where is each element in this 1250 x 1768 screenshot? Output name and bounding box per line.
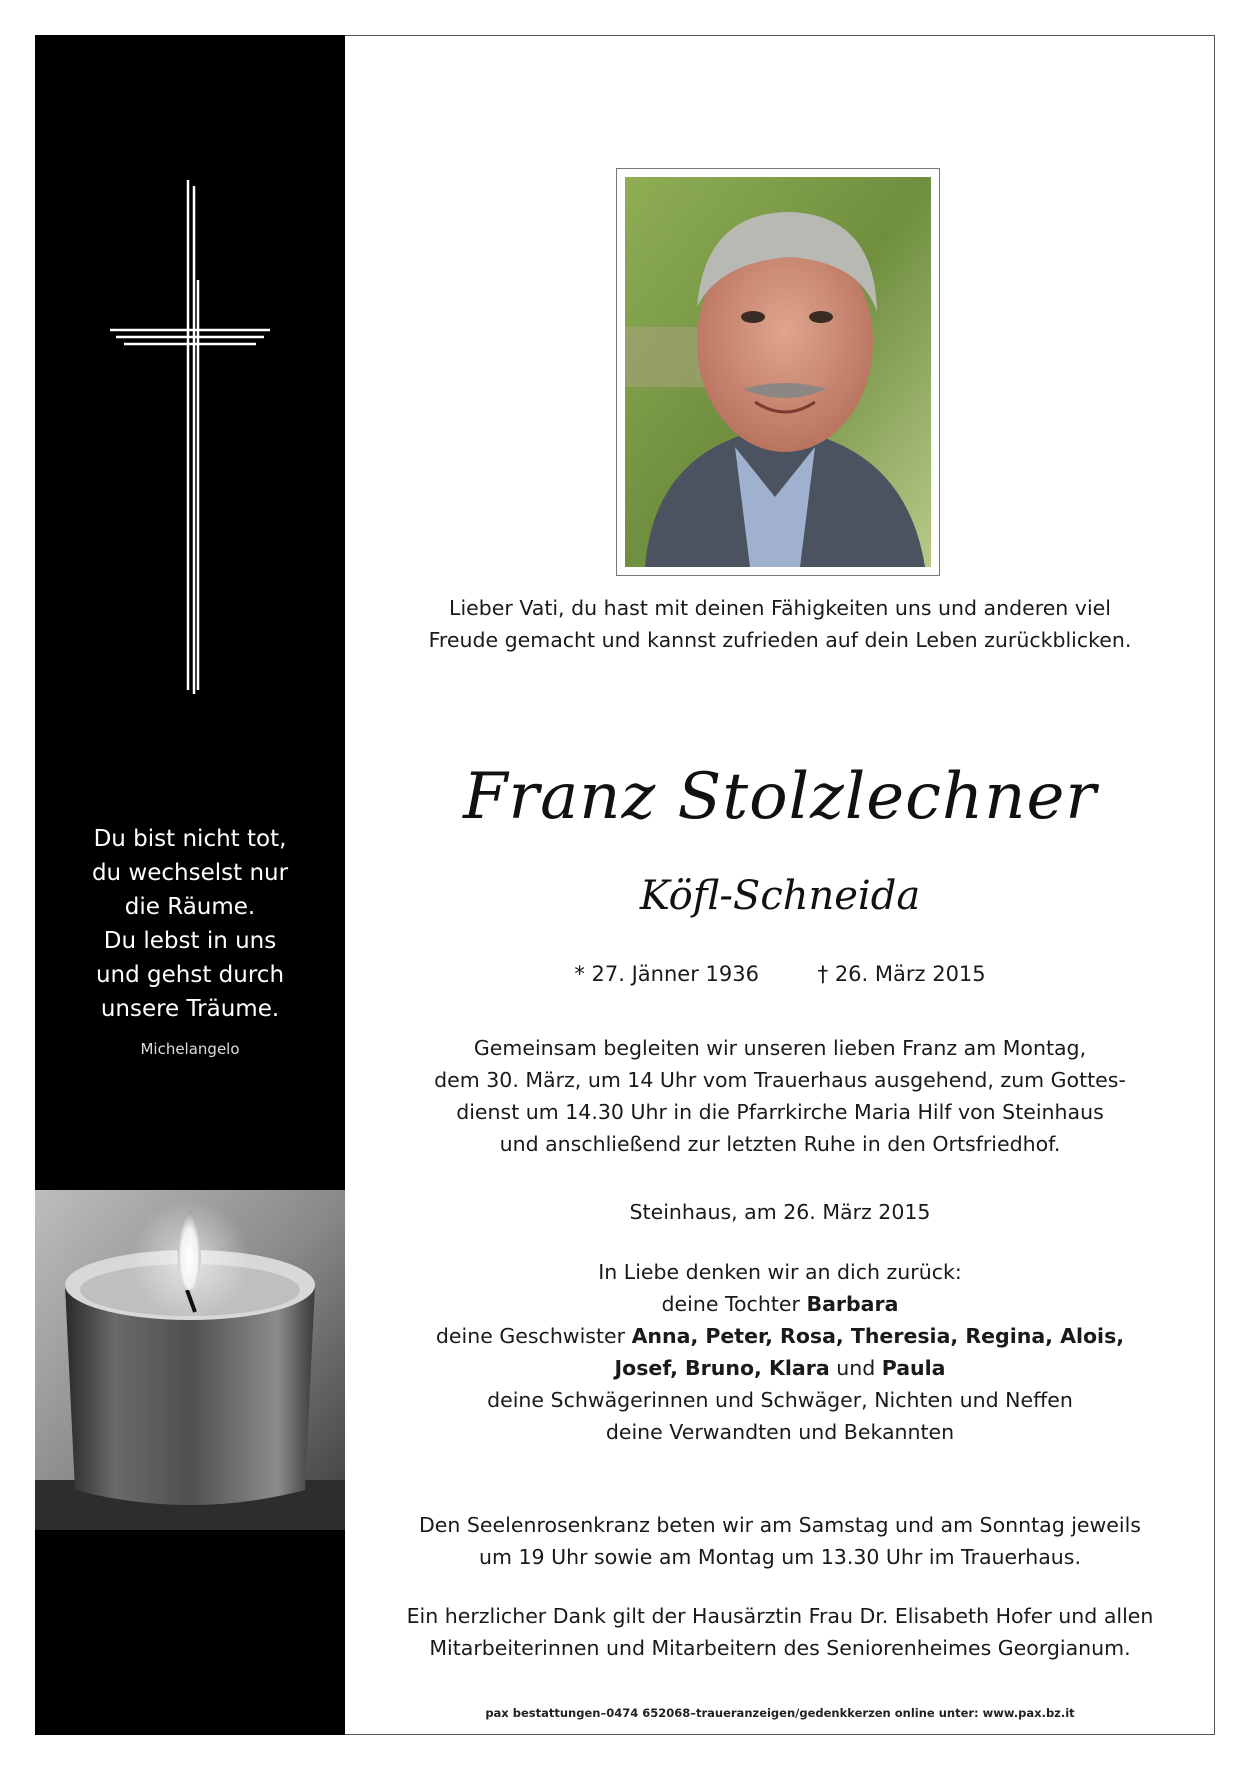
quote-line: Du bist nicht tot, [93,826,287,852]
birth-date: * 27. Jänner 1936 [574,962,759,986]
mourners-block [345,1256,1215,1448]
candle-image [35,1190,345,1530]
thanks-text [345,1600,1215,1664]
siblings-and: und [836,1356,876,1380]
rosary-line: um 19 Uhr sowie am Montag um 13.30 Uhr im Trauerhaus. [479,1545,1081,1569]
memorial-quote [35,822,345,1026]
siblings-line [345,1352,1215,1384]
intro-text [345,592,1215,656]
siblings-prefix: deine Geschwister [435,1324,626,1348]
thanks-line: Mitarbeiterinnen und Mitarbeitern des Seniorenheimes Georgianum. [429,1636,1131,1660]
rosary-text [345,1509,1215,1573]
intro-line: Freude gemacht und kannst zufrieden auf dein Leben zurückblicken. [428,628,1132,652]
daughter-name: Barbara [806,1292,899,1316]
cross-icon [110,180,270,700]
quote-line: Du lebst in uns [103,928,277,954]
deceased-name: Franz Stolzlechner [463,760,1097,834]
siblings-line [345,1320,1215,1352]
inlaws-line: deine Schwägerinnen und Schwäger, Nichten und Neffen [487,1388,1073,1412]
quote-line: du wechselst nur [91,860,289,886]
death-date: † 26. März 2015 [817,962,986,986]
deceased-alias: Köfl-Schneida [639,873,921,919]
announcement-line: dienst um 14.30 Uhr in die Pfarrkirche Maria Hilf von Steinhaus [456,1100,1104,1124]
place-date: Steinhaus, am 26. März 2015 [629,1200,931,1224]
siblings-names: Josef, Bruno, Klara [614,1356,830,1380]
thanks-line: Ein herzlicher Dank gilt der Hausärztin Frau Dr. Elisabeth Hofer und allen [406,1604,1154,1628]
quote-line: die Räume. [124,894,256,920]
daughter-line [345,1288,1215,1320]
intro-line: Lieber Vati, du hast mit deinen Fähigkeiten uns und anderen viel [449,596,1111,620]
announcement-line: und anschließend zur letzten Ruhe in den Ortsfriedhof. [499,1132,1061,1156]
life-dates [345,962,1215,986]
announcement-line: dem 30. März, um 14 Uhr vom Trauerhaus ausgehend, zum Gottes- [434,1068,1126,1092]
portrait-photo [625,177,931,567]
footer-contact: pax bestattungen–0474 652068–traueranzeigen/gedenkkerzen online unter: www.pax.bz.it [485,1706,1075,1720]
mourners-heading: In Liebe denken wir an dich zurück: [598,1260,962,1284]
quote-line: unsere Träume. [100,996,280,1022]
announcement-line: Gemeinsam begleiten wir unseren lieben Franz am Montag, [473,1036,1087,1060]
rosary-line: Den Seelenrosenkranz beten wir am Samstag und am Sonntag jeweils [419,1513,1141,1537]
relatives-line: deine Verwandten und Bekannten [605,1420,955,1444]
portrait-frame [616,168,940,576]
quote-author: Michelangelo [140,1040,240,1058]
siblings-last: Paula [881,1356,946,1380]
daughter-prefix: deine Tochter [661,1292,800,1316]
quote-line: und gehst durch [95,962,285,988]
funeral-announcement [345,1032,1215,1160]
siblings-names: Anna, Peter, Rosa, Theresia, Regina, Alois, [631,1324,1125,1348]
